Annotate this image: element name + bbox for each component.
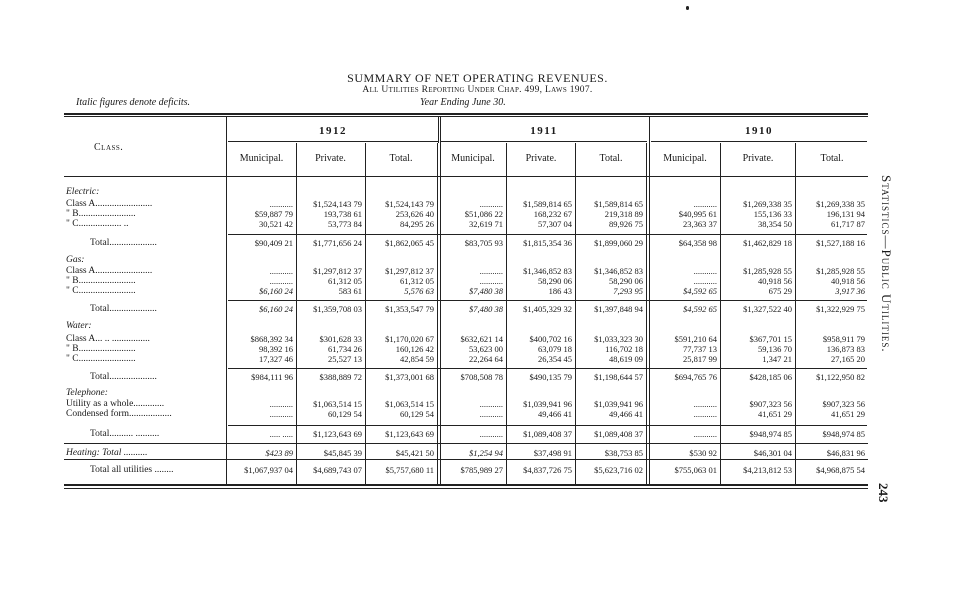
table-cell: 89,926 75	[609, 219, 643, 229]
row-label: " C.................. ..	[66, 219, 129, 229]
table-cell: $984,111 96	[251, 372, 293, 382]
table-cell: ...........	[479, 199, 503, 209]
table-top-rule-thin	[64, 116, 868, 117]
table-cell: $4,837,726 75	[523, 465, 572, 475]
col-header-municipal-1912: Municipal.	[239, 153, 284, 164]
year-underline	[228, 141, 438, 142]
table-cell: 49,466 41	[538, 409, 572, 419]
table-cell: 60,129 54	[328, 409, 362, 419]
table-cell: $37,498 91	[533, 448, 572, 458]
table-cell: 59,136 70	[758, 344, 792, 354]
row-label: " B........................	[66, 344, 136, 354]
column-divider	[437, 143, 438, 484]
table-cell: 48,619 09	[609, 354, 643, 364]
table-cell: ...........	[479, 276, 503, 286]
total-row-label: Total....................	[90, 372, 157, 382]
table-cell: ...........	[269, 409, 293, 419]
table-cell: $1,254 94	[469, 448, 503, 458]
table-cell: $1,771,656 24	[313, 238, 362, 248]
table-cell: $1,089,408 37	[594, 429, 643, 439]
table-cell: 7,293 95	[613, 286, 643, 296]
year-header-1910: 1910	[745, 125, 773, 137]
subtotal-rule	[228, 425, 867, 426]
col-header-private-1910: Private.	[742, 153, 774, 164]
table-cell: 53,773 84	[328, 219, 362, 229]
table-cell: ...........	[479, 429, 503, 439]
table-cell: 116,702 18	[605, 344, 643, 354]
deficit-note: Italic figures denote deficits.	[76, 97, 191, 108]
table-cell: $6,160 24	[259, 286, 293, 296]
year-underline	[441, 141, 647, 142]
table-cell: ...........	[479, 266, 503, 276]
year-header-1912: 1912	[319, 125, 347, 137]
row-label: " B........................	[66, 276, 136, 286]
table-cell: 40,918 56	[758, 276, 792, 286]
column-divider	[506, 143, 507, 484]
class-column-header: Class.	[94, 142, 124, 153]
table-cell: 49,466 41	[609, 409, 643, 419]
table-cell: $1,462,829 18	[743, 238, 792, 248]
table-cell: ...........	[479, 399, 503, 409]
table-cell: $1,039,941 96	[594, 399, 643, 409]
table-cell: $755,063 01	[674, 465, 717, 475]
table-cell: 25,527 13	[328, 354, 362, 364]
table-cell: 675 29	[768, 286, 792, 296]
subtotal-rule	[228, 300, 867, 301]
table-cell: 57,307 04	[538, 219, 572, 229]
table-cell: 22,264 64	[469, 354, 503, 364]
column-divider	[720, 143, 721, 484]
table-cell: $708,508 78	[460, 372, 503, 382]
column-divider	[296, 143, 297, 484]
table-cell: 25,817 99	[683, 354, 717, 364]
table-cell: 168,232 67	[533, 209, 572, 219]
table-cell: 1,347 21	[762, 354, 792, 364]
table-cell: $1,063,514 15	[385, 399, 434, 409]
table-cell: $1,397,848 94	[594, 304, 643, 314]
table-cell: $45,845 39	[323, 448, 362, 458]
table-cell: $1,285,928 55	[816, 266, 865, 276]
grand-total-label: Total all utilities ........	[90, 465, 174, 475]
table-cell: 219,318 89	[604, 209, 643, 219]
header-bottom-rule	[64, 176, 868, 177]
table-cell: $1,373,001 68	[385, 372, 434, 382]
table-cell: ...........	[269, 276, 293, 286]
row-label: Condensed form..................	[66, 409, 172, 419]
table-cell: $90,409 21	[254, 238, 293, 248]
table-cell: 5,576 63	[404, 286, 434, 296]
table-cell: 253,626 40	[395, 209, 434, 219]
table-cell: ...........	[269, 266, 293, 276]
table-cell: 77,737 13	[683, 344, 717, 354]
table-cell: $958,911 79	[822, 334, 865, 344]
section-heading: Electric:	[66, 187, 100, 197]
column-divider	[795, 143, 796, 484]
side-running-title: Statistics—Public Utilities.	[879, 175, 894, 353]
table-cell: $4,689,743 07	[313, 465, 362, 475]
table-cell: ...........	[693, 266, 717, 276]
table-cell: $694,765 76	[674, 372, 717, 382]
table-cell: $400,702 16	[529, 334, 572, 344]
table-cell: $301,628 33	[319, 334, 362, 344]
year-group-divider	[438, 116, 439, 143]
table-cell: $5,757,680 11	[385, 465, 434, 475]
total-row-label: Total....................	[90, 238, 157, 248]
row-label: Utility as a whole.............	[66, 399, 165, 409]
table-cell: 196,131 94	[826, 209, 865, 219]
table-cell: $1,123,643 69	[313, 429, 362, 439]
table-cell: 32,619 71	[469, 219, 503, 229]
table-cell: $4,213,812 53	[743, 465, 792, 475]
year-group-divider	[440, 116, 441, 484]
total-row-label: Total....................	[90, 304, 157, 314]
table-cell: $1,346,852 83	[523, 266, 572, 276]
table-top-rule	[64, 113, 868, 115]
class-column-divider	[226, 116, 227, 484]
table-cell: $7,480 38	[469, 304, 503, 314]
table-cell: 160,126 42	[395, 344, 434, 354]
table-cell: 17,327 46	[259, 354, 293, 364]
table-cell: 38,354 50	[758, 219, 792, 229]
table-cell: $1,322,929 75	[816, 304, 865, 314]
table-cell: $1,089,408 37	[523, 429, 572, 439]
table-cell: $388,889 72	[319, 372, 362, 382]
col-header-private-1912: Private.	[315, 153, 346, 164]
table-cell: $868,392 34	[250, 334, 293, 344]
row-label: Heating: Total ..........	[66, 448, 148, 458]
table-cell: 42,854 59	[400, 354, 434, 364]
table-cell: $1,067,937 04	[244, 465, 293, 475]
table-cell: 41,651 29	[831, 409, 865, 419]
row-label: " B........................	[66, 209, 136, 219]
table-cell: $1,589,814 65	[523, 199, 572, 209]
table-cell: $1,589,814 65	[594, 199, 643, 209]
table-bottom-rule	[64, 484, 868, 486]
table-cell: 583 61	[338, 286, 362, 296]
table-cell: ...........	[693, 276, 717, 286]
subtotal-rule	[228, 234, 867, 235]
table-cell: $1,327,522 40	[743, 304, 792, 314]
table-cell: $490,135 79	[529, 372, 572, 382]
table-cell: 40,918 56	[831, 276, 865, 286]
table-cell: 193,738 61	[323, 209, 362, 219]
table-cell: ...........	[693, 429, 717, 439]
table-cell: 61,717 87	[831, 219, 865, 229]
table-cell: 61,312 05	[328, 276, 362, 286]
table-cell: $1,269,338 35	[743, 199, 792, 209]
table-cell: $4,592 65	[683, 304, 717, 314]
table-cell: $4,968,875 54	[816, 465, 865, 475]
table-cell: ...........	[693, 399, 717, 409]
table-cell: 58,290 06	[609, 276, 643, 286]
row-label: Class A... .. ................	[66, 334, 150, 344]
row-label: " C........................	[66, 354, 136, 364]
column-divider	[365, 143, 366, 484]
grand-total-rule	[64, 459, 868, 460]
table-cell: $632,621 14	[460, 334, 503, 344]
page-number: 243	[876, 483, 891, 503]
table-cell: $4,592 65	[683, 286, 717, 296]
table-cell: $6,160 24	[259, 304, 293, 314]
table-cell: 41,651 29	[758, 409, 792, 419]
section-heading: Gas:	[66, 255, 85, 265]
table-cell: $1,405,329 32	[523, 304, 572, 314]
ink-speck	[686, 6, 689, 10]
table-cell: ..... .....	[269, 429, 293, 439]
table-cell: ...........	[693, 199, 717, 209]
table-cell: 98,392 16	[259, 344, 293, 354]
table-cell: $1,297,812 37	[385, 266, 434, 276]
table-cell: $64,358 98	[678, 238, 717, 248]
table-cell: $1,123,643 69	[385, 429, 434, 439]
year-underline	[651, 141, 867, 142]
col-header-municipal-1911: Municipal.	[451, 153, 495, 164]
table-cell: $423 89	[265, 448, 293, 458]
table-cell: $1,815,354 36	[523, 238, 572, 248]
table-cell: $948,974 85	[749, 429, 792, 439]
table-cell: ...........	[269, 399, 293, 409]
table-cell: $530 92	[689, 448, 717, 458]
table-cell: $51,086 22	[464, 209, 503, 219]
table-cell: $38,753 85	[604, 448, 643, 458]
col-header-private-1911: Private.	[525, 153, 557, 164]
table-cell: $367,701 15	[749, 334, 792, 344]
table-cell: $1,198,644 57	[594, 372, 643, 382]
table-cell: 155,136 33	[753, 209, 792, 219]
table-cell: 63,079 18	[538, 344, 572, 354]
table-cell: 61,312 05	[400, 276, 434, 286]
table-cell: $45,421 50	[395, 448, 434, 458]
table-cell: 84,295 26	[400, 219, 434, 229]
heating-rule	[64, 443, 868, 444]
table-cell: 26,354 45	[538, 354, 572, 364]
table-cell: ...........	[269, 199, 293, 209]
page-subtitle: All Utilities Reporting Under Chap. 499, Laws 1907.	[362, 85, 593, 95]
table-cell: 30,521 42	[259, 219, 293, 229]
table-cell: $1,170,020 67	[385, 334, 434, 344]
table-cell: $1,122,950 82	[816, 372, 865, 382]
table-cell: ...........	[479, 409, 503, 419]
table-cell: $1,524,143 79	[385, 199, 434, 209]
table-cell: $1,039,941 96	[523, 399, 572, 409]
table-cell: $83,705 93	[464, 238, 503, 248]
column-divider	[646, 143, 647, 484]
column-divider	[575, 143, 576, 484]
table-cell: 186 43	[548, 286, 572, 296]
subtotal-rule	[228, 368, 867, 369]
year-group-divider	[649, 116, 650, 484]
table-cell: $1,297,812 37	[313, 266, 362, 276]
table-cell: 136,873 83	[826, 344, 865, 354]
section-heading: Telephone:	[66, 388, 108, 398]
table-cell: 60,129 54	[400, 409, 434, 419]
table-cell: $1,527,188 16	[816, 238, 865, 248]
section-heading: Water:	[66, 321, 92, 331]
col-header-municipal-1910: Municipal.	[663, 153, 707, 164]
year-ending-note: Year Ending June 30.	[420, 97, 506, 108]
table-cell: $1,359,708 03	[313, 304, 362, 314]
col-header-total-1911: Total.	[599, 153, 623, 164]
table-cell: $7,480 38	[469, 286, 503, 296]
table-cell: $907,323 56	[749, 399, 792, 409]
table-cell: $46,301 04	[753, 448, 792, 458]
table-cell: $1,269,338 35	[816, 199, 865, 209]
table-cell: 53,623 00	[469, 344, 503, 354]
table-cell: $907,323 56	[822, 399, 865, 409]
table-cell: ...........	[693, 409, 717, 419]
page-title: SUMMARY OF NET OPERATING REVENUES.	[347, 71, 608, 85]
table-cell: $5,623,716 02	[594, 465, 643, 475]
col-header-total-1910: Total.	[820, 153, 844, 164]
table-cell: $1,063,514 15	[313, 399, 362, 409]
total-row-label: Total.......... ..........	[90, 429, 160, 439]
row-label: Class A........................	[66, 199, 153, 209]
table-cell: $1,524,143 79	[313, 199, 362, 209]
table-cell: 27,165 20	[831, 354, 865, 364]
table-cell: $59,887 79	[254, 209, 293, 219]
table-cell: $785,989 27	[460, 465, 503, 475]
row-label: " C........................	[66, 286, 136, 296]
table-cell: $1,033,323 30	[594, 334, 643, 344]
table-cell: $40,995 61	[678, 209, 717, 219]
table-cell: $591,210 64	[674, 334, 717, 344]
col-header-total-1912: Total.	[389, 153, 413, 164]
table-cell: 58,290 06	[538, 276, 572, 286]
table-bottom-rule-thin	[64, 488, 868, 489]
table-cell: $1,353,547 79	[385, 304, 434, 314]
table-cell: 23,363 37	[683, 219, 717, 229]
table-cell: $1,862,065 45	[385, 238, 434, 248]
row-label: Class A........................	[66, 266, 153, 276]
table-cell: $948,974 85	[822, 429, 865, 439]
table-cell: 3,917 36	[835, 286, 865, 296]
table-cell: 61,734 26	[328, 344, 362, 354]
table-cell: $1,899,060 29	[594, 238, 643, 248]
table-cell: $1,346,852 83	[594, 266, 643, 276]
table-cell: $46,831 96	[826, 448, 865, 458]
table-cell: $1,285,928 55	[743, 266, 792, 276]
table-cell: $428,185 06	[749, 372, 792, 382]
year-header-1911: 1911	[530, 125, 558, 137]
